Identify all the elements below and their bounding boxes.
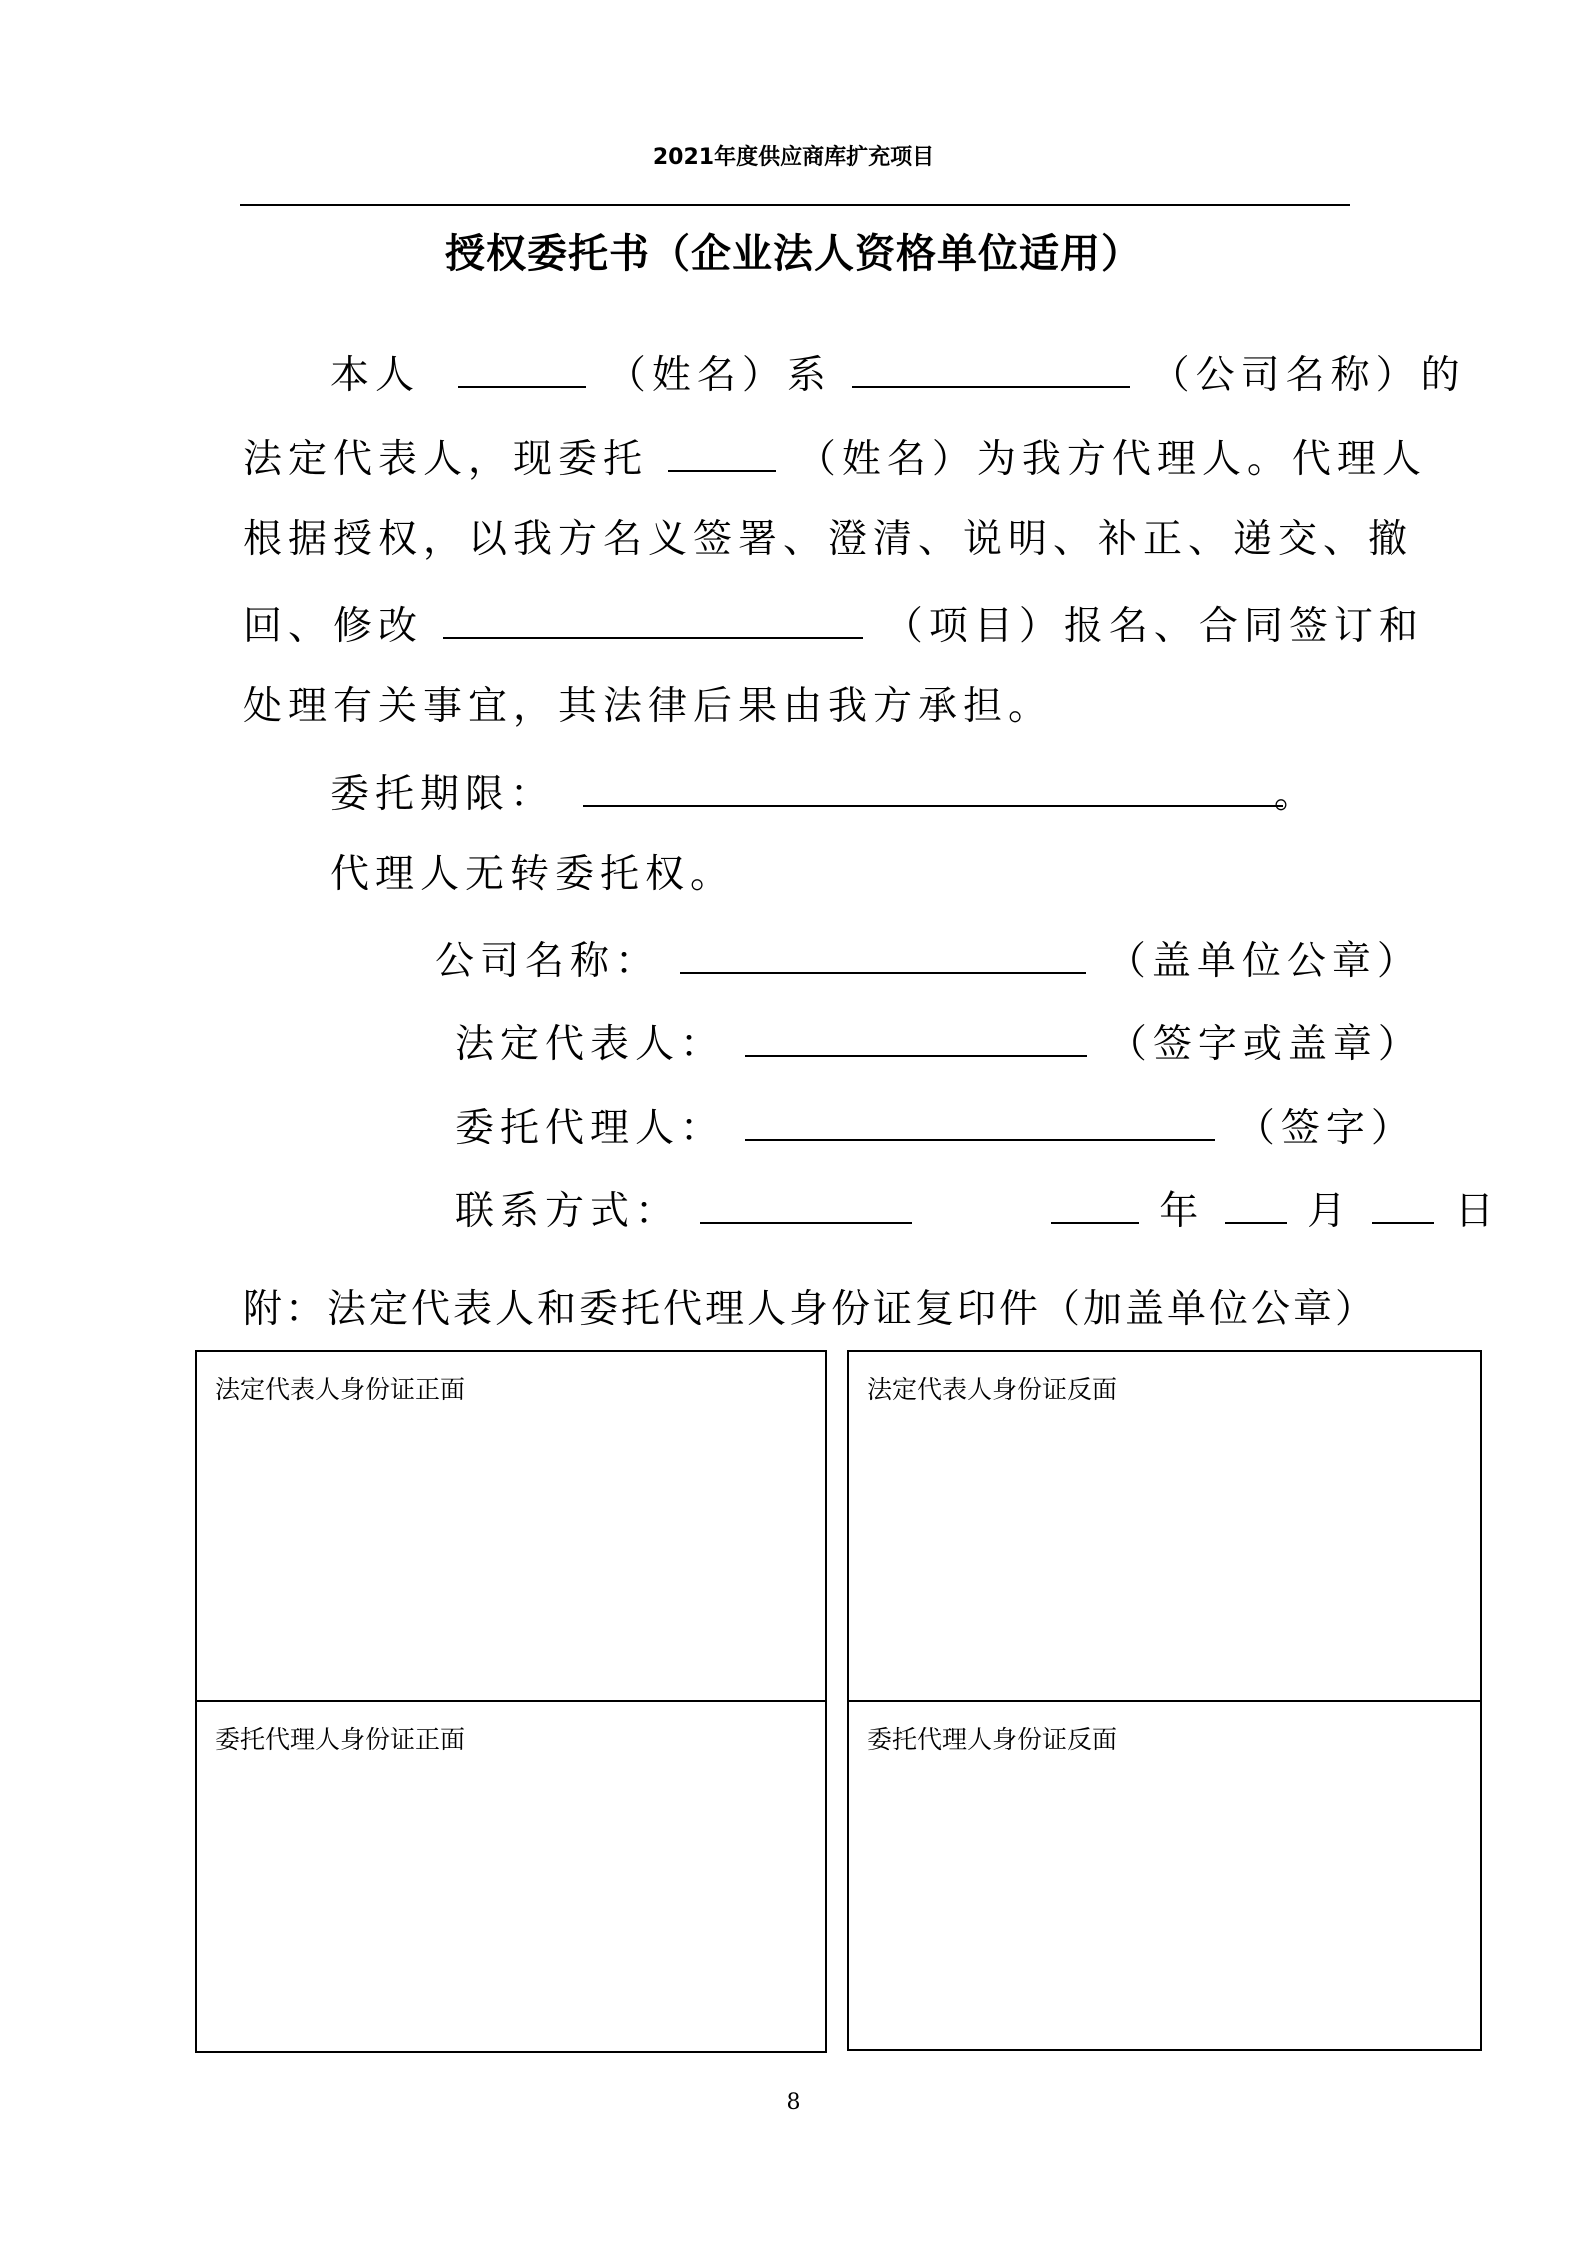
agent-sign-blank[interactable] — [745, 1105, 1215, 1141]
text-project-paren: （项目）报名、合同签订和 — [883, 604, 1424, 649]
text-benren: 本人 — [330, 353, 421, 398]
header-rule — [240, 204, 1350, 206]
running-header: 2021年度供应商库扩充项目 — [652, 145, 935, 170]
contact-label: 联系方式： — [455, 1189, 681, 1234]
agent-sign-line — [455, 1105, 1416, 1151]
company-label: 公司名称： — [435, 939, 661, 984]
document-title: 授权委托书（企业法人资格单位适用） — [445, 231, 1142, 277]
year-label: 年 — [1159, 1189, 1205, 1234]
year-blank[interactable] — [1051, 1188, 1139, 1224]
company-name-blank[interactable] — [852, 352, 1130, 388]
body-line-1 — [330, 352, 1466, 398]
attachment-note: 附：法定代表人和委托代理人身份证复印件（加盖单位公章） — [243, 1287, 1378, 1332]
no-transfer-line: 代理人无转委托权。 — [330, 852, 736, 897]
text-name-paren: （姓名）系 — [606, 353, 832, 398]
legal-sign-line — [455, 1021, 1423, 1067]
body-line-2 — [243, 436, 1427, 482]
project-blank[interactable] — [443, 603, 863, 639]
month-label: 月 — [1307, 1189, 1353, 1234]
day-blank[interactable] — [1372, 1188, 1434, 1224]
company-seal-note: （盖单位公章） — [1106, 939, 1422, 984]
id-box-agent-back[interactable] — [847, 1700, 1482, 2051]
agent-name-blank[interactable] — [668, 436, 776, 472]
company-sign-blank[interactable] — [680, 938, 1086, 974]
day-label: 日 — [1454, 1189, 1500, 1234]
id-box-legal-back[interactable] — [847, 1350, 1482, 1702]
text-legal-rep: 法定代表人，现委托 — [243, 437, 649, 482]
page-number: 8 — [786, 2090, 801, 2115]
name-blank[interactable] — [458, 352, 586, 388]
term-line — [330, 771, 1349, 817]
id-box-legal-front[interactable] — [195, 1350, 827, 1702]
term-blank[interactable] — [583, 771, 1283, 807]
agent-label: 委托代理人： — [455, 1106, 726, 1151]
term-label: 委托期限： — [330, 772, 556, 817]
month-blank[interactable] — [1225, 1188, 1287, 1224]
legal-label: 法定代表人： — [455, 1022, 726, 1067]
id-box-label: 法定代表人身份证反面 — [867, 1375, 1118, 1404]
body-line-3: 根据授权，以我方名义签署、澄清、说明、补正、递交、撤 — [243, 517, 1414, 562]
id-box-label: 委托代理人身份证正面 — [215, 1725, 466, 1754]
contact-blank[interactable] — [700, 1188, 912, 1224]
body-line-4 — [243, 603, 1424, 649]
term-end: 。 — [1273, 772, 1319, 817]
body-line-5: 处理有关事宜，其法律后果由我方承担。 — [243, 684, 1054, 729]
text-agent-paren: （姓名）为我方代理人。代理人 — [796, 437, 1427, 482]
company-sign-line — [435, 938, 1422, 984]
legal-sign-blank[interactable] — [745, 1021, 1087, 1057]
text-revise: 回、修改 — [243, 604, 424, 649]
agent-sign-note: （签字） — [1235, 1106, 1416, 1151]
contact-line — [455, 1188, 1500, 1234]
id-box-agent-front[interactable] — [195, 1700, 827, 2053]
text-company-paren: （公司名称）的 — [1150, 353, 1466, 398]
legal-sign-note: （签字或盖章） — [1107, 1022, 1423, 1067]
id-box-label: 法定代表人身份证正面 — [215, 1375, 466, 1404]
id-box-label: 委托代理人身份证反面 — [867, 1725, 1118, 1754]
